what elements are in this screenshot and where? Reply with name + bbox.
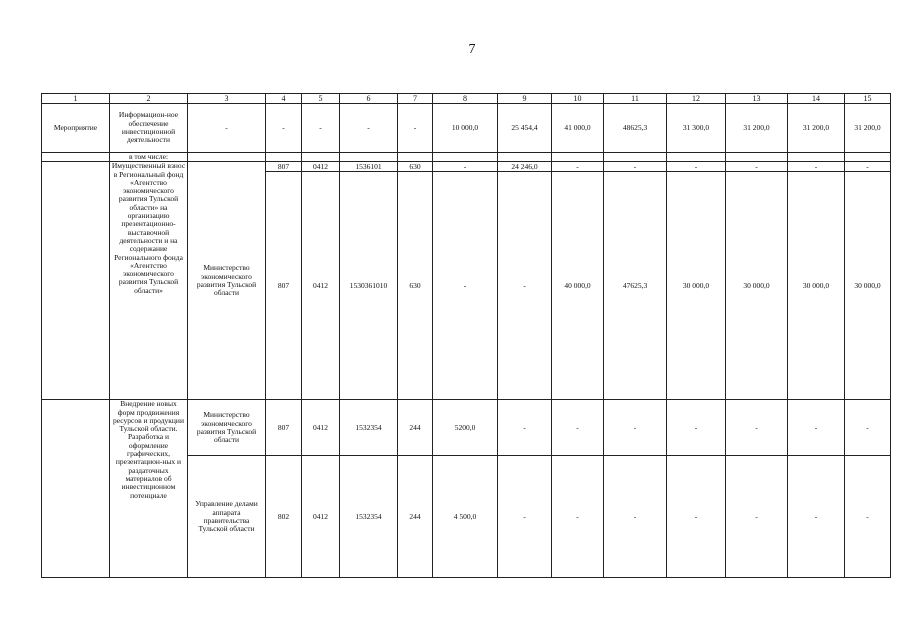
cell-value: - <box>788 456 845 578</box>
row-name: Информацион-ное обеспечение инвестиционной деятельности <box>110 104 188 153</box>
table-row-measure <box>42 104 891 153</box>
cell-value: - <box>726 162 788 172</box>
cell-value: 30 000,0 <box>788 172 845 400</box>
executor: Министерство экономического развития Тульской области <box>188 400 266 456</box>
row-name: Внедрение новых форм продвижения ресурсов и продукции Тульской области. Разработка и оформление графических, презентацион-ных и раздаточных материалов об инвестиционном потенциале <box>110 400 188 578</box>
cell-value: - <box>498 172 552 400</box>
column-header: 15 <box>845 94 891 104</box>
cell-value: - <box>604 456 667 578</box>
cell-code: 630 <box>398 172 433 400</box>
budget-table <box>41 93 891 578</box>
column-header: 8 <box>433 94 498 104</box>
cell-value: 30 000,0 <box>726 172 788 400</box>
cell-value: 40 000,0 <box>552 172 604 400</box>
column-header: 3 <box>188 94 266 104</box>
cell-code: - <box>398 104 433 153</box>
cell-value: - <box>552 162 604 172</box>
cell-value: 5200,0 <box>433 400 498 456</box>
cell-code: 807 <box>266 172 302 400</box>
cell-value: 30 000,0 <box>845 172 891 400</box>
cell-code: 807 <box>266 162 302 172</box>
including-label: в том числе: <box>110 153 188 162</box>
empty-cell <box>42 400 110 578</box>
column-header: 10 <box>552 94 604 104</box>
empty-cell <box>398 153 433 162</box>
cell-value: - <box>667 456 726 578</box>
cell-value: - <box>845 456 891 578</box>
cell-code: 244 <box>398 456 433 578</box>
column-header: 9 <box>498 94 552 104</box>
cell-code: 1532354 <box>340 400 398 456</box>
cell-code: 0412 <box>302 172 340 400</box>
cell-value: 30 000,0 <box>667 172 726 400</box>
column-header: 12 <box>667 94 726 104</box>
cell-value: - <box>498 400 552 456</box>
column-header: 2 <box>110 94 188 104</box>
executor: - <box>188 104 266 153</box>
empty-cell <box>42 162 110 400</box>
cell-value: - <box>433 162 498 172</box>
column-header: 14 <box>788 94 845 104</box>
cell-value: 4 500,0 <box>433 456 498 578</box>
empty-cell <box>42 153 110 162</box>
cell-code: 1532354 <box>340 456 398 578</box>
column-header: 5 <box>302 94 340 104</box>
row-type: Мероприятие <box>42 104 110 153</box>
cell-value: - <box>604 162 667 172</box>
empty-cell <box>845 153 891 162</box>
cell-code: 1530361010 <box>340 172 398 400</box>
cell-code: 630 <box>398 162 433 172</box>
table-row-including <box>42 153 891 162</box>
empty-cell <box>433 153 498 162</box>
cell-code: 0412 <box>302 162 340 172</box>
empty-cell <box>667 153 726 162</box>
cell-code: 1536101 <box>340 162 398 172</box>
cell-value: - <box>552 456 604 578</box>
cell-value: 48625,3 <box>604 104 667 153</box>
empty-cell <box>340 153 398 162</box>
table-row-new-forms-a <box>42 400 891 456</box>
cell-value: 47625,3 <box>604 172 667 400</box>
cell-value: 31 300,0 <box>667 104 726 153</box>
cell-value: 24 246,0 <box>498 162 552 172</box>
cell-code: - <box>340 104 398 153</box>
cell-value: 31 200,0 <box>726 104 788 153</box>
cell-value: - <box>552 400 604 456</box>
cell-value: - <box>788 162 845 172</box>
cell-code: 807 <box>266 400 302 456</box>
table-row-property-sub <box>42 162 891 172</box>
cell-code: - <box>266 104 302 153</box>
column-header: 6 <box>340 94 398 104</box>
empty-cell <box>302 153 340 162</box>
empty-cell <box>788 153 845 162</box>
cell-value: - <box>845 400 891 456</box>
executor: Управление делами аппарата правительства Тульской области <box>188 456 266 578</box>
cell-value: - <box>604 400 667 456</box>
column-header: 7 <box>398 94 433 104</box>
cell-code: 0412 <box>302 400 340 456</box>
cell-code: 0412 <box>302 456 340 578</box>
executor: Министерство экономического развития Тульской области <box>188 162 266 400</box>
column-header: 1 <box>42 94 110 104</box>
cell-value: - <box>788 400 845 456</box>
cell-value: - <box>667 162 726 172</box>
column-header: 13 <box>726 94 788 104</box>
empty-cell <box>188 153 266 162</box>
column-header: 4 <box>266 94 302 104</box>
cell-value: 10 000,0 <box>433 104 498 153</box>
empty-cell <box>726 153 788 162</box>
empty-cell <box>604 153 667 162</box>
cell-value: 31 200,0 <box>788 104 845 153</box>
row-name: Имущественный взнос в Региональный фонд «Агентство экономического развития Тульской области» на организацию презентационно-выставочной деятельности и на содержание Регионального фонда «Агентство экономического развития Тульской области» <box>110 162 188 400</box>
empty-cell <box>552 153 604 162</box>
cell-code: 244 <box>398 400 433 456</box>
column-header: 11 <box>604 94 667 104</box>
cell-value: - <box>498 456 552 578</box>
empty-cell <box>266 153 302 162</box>
cell-value: 31 200,0 <box>845 104 891 153</box>
cell-value: 25 454,4 <box>498 104 552 153</box>
empty-cell <box>498 153 552 162</box>
cell-value: - <box>433 172 498 400</box>
cell-code: 802 <box>266 456 302 578</box>
cell-value: - <box>667 400 726 456</box>
cell-value: - <box>845 162 891 172</box>
cell-value: - <box>726 456 788 578</box>
page-number: 7 <box>468 42 476 57</box>
cell-value: 41 000,0 <box>552 104 604 153</box>
cell-code: - <box>302 104 340 153</box>
cell-value: - <box>726 400 788 456</box>
table-header-row <box>42 94 891 104</box>
